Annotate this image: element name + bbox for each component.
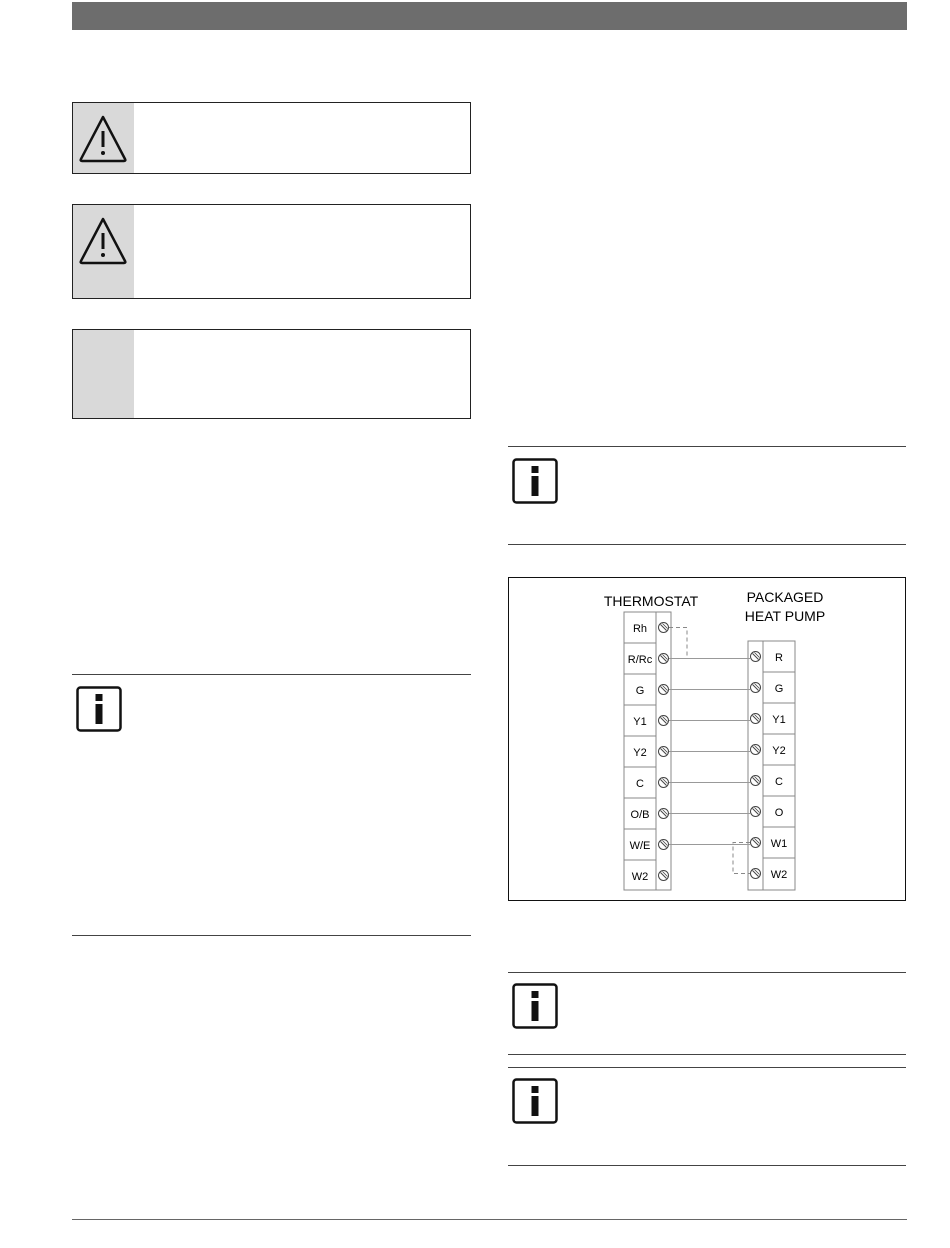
terminal-screw-icon [659, 747, 669, 757]
footer-rule [72, 1219, 907, 1220]
notice-side-panel [73, 103, 134, 173]
terminal-screw-icon [751, 683, 761, 693]
terminal-screw-icon [751, 807, 761, 817]
unit-terminal-label: Y1 [772, 714, 786, 726]
unit-terminal-label: W2 [770, 869, 788, 881]
terminal-screw-icon [659, 778, 669, 788]
thermostat-terminal-label: W/E [629, 840, 651, 852]
info-icon [512, 1078, 558, 1124]
info-rule-top [508, 446, 906, 447]
unit-terminal-label: G [774, 683, 784, 695]
unit-title-line1: PACKAGED [746, 589, 824, 605]
wiring-diagram-svg [509, 578, 904, 899]
info-rule-top [508, 1067, 906, 1068]
header-bar [72, 2, 907, 30]
terminal-screw-icon [659, 685, 669, 695]
terminal-screw-icon [659, 840, 669, 850]
terminal-screw-icon [659, 623, 669, 633]
info-rule-bottom [72, 935, 471, 936]
jumper-wire [669, 628, 687, 659]
terminal-screw-icon [751, 745, 761, 755]
warning-triangle-icon [77, 215, 129, 267]
info-icon [76, 686, 122, 732]
notice-side-panel [73, 205, 134, 298]
terminal-screw-icon [751, 652, 761, 662]
terminal-screw-icon [659, 871, 669, 881]
notice-box-3 [72, 329, 471, 419]
unit-terminal-label: O [774, 807, 784, 819]
terminal-screw-icon [751, 869, 761, 879]
info-icon [512, 458, 558, 504]
info-rule-bottom [508, 544, 906, 545]
terminal-screw-icon [751, 714, 761, 724]
unit-terminal-label: C [775, 776, 783, 788]
terminal-screw-icon [659, 654, 669, 664]
thermostat-terminal-label: C [636, 778, 644, 790]
info-rule-bottom [508, 1054, 906, 1055]
thermostat-terminal-label: W2 [631, 871, 649, 883]
wiring-diagram [508, 577, 906, 901]
notice-side-panel [73, 330, 134, 418]
warning-notice-2 [72, 204, 471, 299]
info-rule-bottom [508, 1165, 906, 1166]
thermostat-terminal-label: Y1 [633, 716, 647, 728]
unit-terminal-label: Y2 [772, 745, 786, 757]
terminal-screw-icon [751, 838, 761, 848]
warning-triangle-icon [77, 113, 129, 165]
jumper-wire [733, 843, 750, 874]
unit-title-line2: HEAT PUMP [744, 608, 826, 624]
warning-notice-1 [72, 102, 471, 174]
terminal-screw-icon [659, 809, 669, 819]
thermostat-terminal-label: G [635, 685, 645, 697]
info-rule-top [72, 674, 471, 675]
info-rule-top [508, 972, 906, 973]
thermostat-terminal-label: Y2 [633, 747, 647, 759]
thermostat-terminal-label: O/B [630, 809, 650, 821]
unit-terminal-label: W1 [770, 838, 788, 850]
info-icon [512, 983, 558, 1029]
thermostat-terminal-label: R/Rc [627, 654, 653, 666]
thermostat-title: THERMOSTAT [603, 593, 699, 609]
thermostat-terminal-label: Rh [632, 623, 648, 635]
terminal-screw-icon [659, 716, 669, 726]
terminal-screw-icon [751, 776, 761, 786]
unit-terminal-label: R [775, 652, 783, 664]
